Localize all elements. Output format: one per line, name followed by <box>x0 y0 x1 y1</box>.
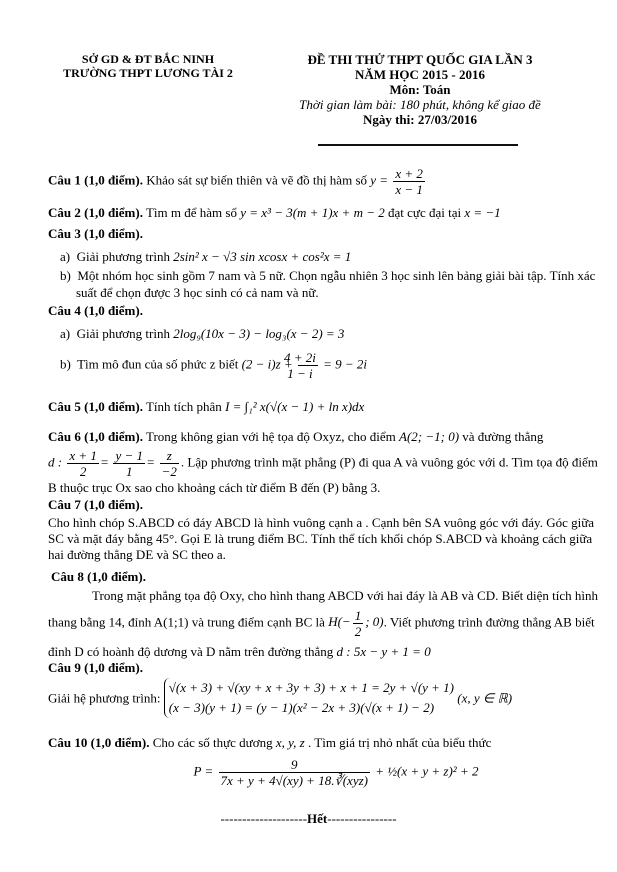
equation-2: (x − 3)(y + 1) = (y − 1)(x² − 2x + 3)(√(x + 1) − 2) <box>168 700 435 715</box>
expression-p <box>48 757 604 788</box>
fraction-y <box>113 448 145 479</box>
question-2 <box>48 204 604 221</box>
denominator: 1 <box>126 464 133 479</box>
question-text: Trong không gian với hệ tọa độ Oxyz, cho điểm <box>142 429 399 444</box>
expression-rest: + ½(x + y + z)² + 2 <box>375 763 479 779</box>
numerator: x + 1 <box>69 448 97 463</box>
question-text: Cho các số thực dương <box>149 735 276 750</box>
denominator: 1 − i <box>287 366 313 381</box>
numerator: y − 1 <box>115 448 144 463</box>
school-year: NĂM HỌC 2015 - 2016 <box>355 67 485 82</box>
fraction <box>219 757 370 788</box>
subject: Môn: Toán <box>389 82 451 97</box>
department-name: SỞ GD & ĐT BẮC NINH <box>81 52 215 66</box>
denominator: x − 1 <box>395 182 423 197</box>
question-3 <box>48 225 604 301</box>
formula-lhs: y = <box>370 172 389 188</box>
point-h: H(− $\frac{1}{2}$ ; 0) <box>328 608 384 639</box>
question-text: Tính tích phân <box>142 399 226 414</box>
question-text: Trong mặt phẳng tọa độ Oxy, cho hình thang ABCD với hai đáy là AB và CD. Biết diện tích hình thang bằng 14, đỉnh A(1;1) và trung điểm cạnh BC là <box>48 588 599 630</box>
equation-system <box>164 678 454 718</box>
question-text-2: đạt cực đại tại <box>384 205 465 220</box>
item-text: Một nhóm học sinh gồm 7 nam và 5 nữ. Chọn ngẫu nhiên 3 học sinh lên bảng giải bài tập. Tính xác suất để chọn được 3 học sinh có cả nam và nữ. <box>76 268 596 300</box>
question-title: Câu 4 (1,0 điểm). <box>48 303 143 318</box>
item-label: a) <box>60 326 71 341</box>
question-title: Câu 6 (1,0 điểm). <box>48 429 143 444</box>
question-title: Câu 7 (1,0 điểm). <box>48 497 143 512</box>
formula: 2log₉(10x − 3) − log₃(x − 2) = 3 <box>173 326 345 341</box>
numerator: z <box>160 448 179 464</box>
fraction <box>283 350 318 381</box>
question-text-3: . Lập phương trình mặt phẳng (P) đi qua A và vuông góc với d. Tìm tọa độ điểm B thuộc trục Ox sao cho khoảng cách từ điểm B đến (P) bằng 3. <box>48 454 598 495</box>
item-text: Giải phương trình <box>76 249 174 264</box>
formula: y = x³ − 3(m + 1)x + m − 2 <box>240 205 385 220</box>
question-text-2: . Tìm giá trị nhỏ nhất của biểu thức <box>304 735 492 750</box>
question-text-2: và đường thẳng <box>459 429 544 444</box>
fraction-x <box>67 448 99 479</box>
question-title: Câu 5 (1,0 điểm). <box>48 399 143 414</box>
item-label: b) <box>60 356 71 372</box>
header-underline <box>318 144 518 146</box>
denominator: −2 <box>161 464 177 479</box>
item-label: b) <box>60 268 71 283</box>
numerator: 4 + 2i <box>283 350 316 365</box>
point-a: A(2; −1; 0) <box>399 429 460 444</box>
question-title: Câu 8 (1,0 điểm). <box>51 569 146 584</box>
question-9 <box>48 659 604 718</box>
item-text: Giải phương trình <box>76 326 174 341</box>
sub-question-b <box>48 350 604 381</box>
question-title: Câu 9 (1,0 điểm). <box>48 660 143 675</box>
formula-rhs: = 9 − 2i <box>323 356 368 372</box>
line-equation: d : 5x − y + 1 = 0 <box>336 644 431 659</box>
question-7 <box>48 496 604 563</box>
end-marker <box>0 811 617 827</box>
question-text-2: . Viết phương trình đường thẳng AB biết đỉnh D có hoành độ dương và D nằm trên đường thẳng <box>48 614 595 659</box>
fraction-z <box>160 448 179 479</box>
numerator: 1 <box>354 608 362 623</box>
sub-question-b <box>48 267 604 301</box>
question-10 <box>48 734 604 788</box>
formula-lhs: (2 − i)z + <box>241 356 293 372</box>
end-label: Hết <box>307 811 328 826</box>
question-title: Câu 2 (1,0 điểm). <box>48 205 143 220</box>
equation-1: √(x + 3) + √(xy + x + 3y + 3) + x + 1 = 2y + √(y + 1) <box>168 680 455 695</box>
question-title: Câu 10 (1,0 điểm). <box>48 735 150 750</box>
question-text: Giải hệ phương trình: <box>48 690 164 706</box>
item-label: a) <box>60 249 71 264</box>
numerator: 9 <box>219 757 370 773</box>
exam-date: Ngày thi: 27/03/2016 <box>362 112 478 127</box>
sub-question-a <box>48 248 604 265</box>
dashes-left: -------------------- <box>220 811 308 826</box>
question-6: Câu 6 (1,0 điểm). Trong không gian với hệ tọa độ Oxyz, cho điểm A(2; −1; 0) và đường thẳng d : $\frac{x + 1}{2}$ = $\frac{y - 1}{1}$ = $\frac{z}{-2}$ . Lập phương trình mặt phẳng (P) đi qua A và vuông góc với d. Tìm tọa độ điểm B thuộc trục Ox sao cho khoảng cách từ điểm B đến (P) bằng 3. <box>48 429 598 495</box>
formula: I = ∫₁² x(√(x − 1) + ln x)dx <box>225 399 365 414</box>
formula-2: x = −1 <box>464 205 501 220</box>
question-4 <box>48 302 604 381</box>
school-header <box>48 52 248 80</box>
fraction <box>393 166 425 197</box>
domain: (x, y ∈ ℝ) <box>457 690 513 706</box>
exam-header <box>270 52 570 127</box>
numerator: x + 2 <box>395 166 423 181</box>
expression-lhs: P = <box>193 763 214 779</box>
question-8 <box>48 568 604 664</box>
question-1 <box>48 166 604 197</box>
question-text: Khảo sát sự biến thiên và vẽ đồ thị hàm số <box>142 172 371 188</box>
line-label: d : <box>48 454 63 470</box>
question-text: Tìm m để hàm số <box>142 205 241 220</box>
formula: 2sin² x − √3 sin xcosx + cos²x = 1 <box>173 249 352 264</box>
denominator: 7x + y + 4√(xy) + 18.∛(xyz) <box>220 773 368 788</box>
school-name: TRƯỜNG THPT LƯƠNG TÀI 2 <box>63 66 233 80</box>
question-text: Cho hình chóp S.ABCD có đáy ABCD là hình vuông cạnh a . Cạnh bên SA vuông góc với đáy. Góc giữa SC và mặt đáy bằng 45°. Gọi E là trung điểm BC. Tính thể tích khối chóp S.ABCD và khoảng cách giữa hai đường thẳng DE và SC theo a. <box>48 515 595 562</box>
question-title: Câu 3 (1,0 điểm). <box>48 226 143 241</box>
sub-question-a <box>48 325 604 342</box>
exam-time: Thời gian làm bài: 180 phút, không kể giao đề <box>299 97 541 112</box>
question-5 <box>48 398 604 415</box>
variables: x, y, z <box>275 735 305 750</box>
dashes-right: ---------------- <box>327 811 397 826</box>
item-text: Tìm mô đun của số phức z biết <box>77 356 242 372</box>
exam-title: ĐỀ THI THỬ THPT QUỐC GIA LẦN 3 <box>307 52 533 67</box>
denominator: 2 <box>354 624 362 639</box>
question-title: Câu 1 (1,0 điểm). <box>48 172 143 188</box>
point-label: H <box>328 614 338 630</box>
denominator: 2 <box>79 464 87 479</box>
